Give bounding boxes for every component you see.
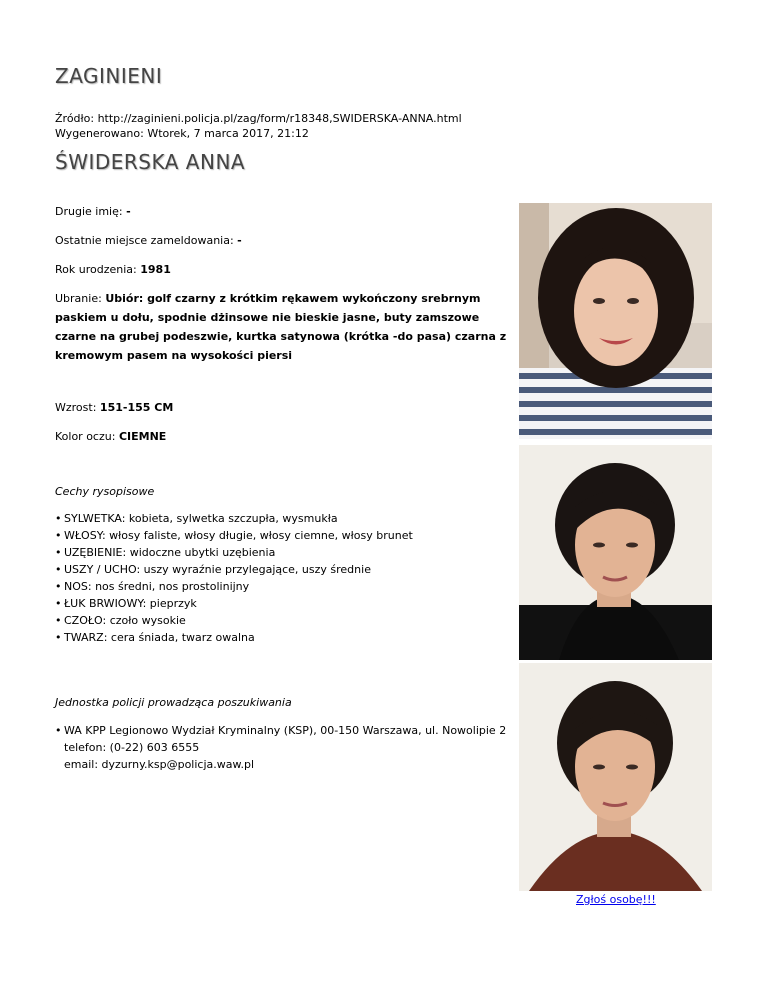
second-name-value: - (126, 205, 131, 218)
second-name-label: Drugie imię: (55, 205, 123, 218)
list-item: • CZOŁO: czoło wysokie (64, 612, 413, 629)
last-residence-value: - (237, 234, 242, 247)
photo-1 (519, 203, 712, 439)
height-label: Wzrost: (55, 401, 97, 414)
list-item: • UZĘBIENIE: widoczne ubytki uzębienia (64, 544, 413, 561)
list-item: • SYLWETKA: kobieta, sylwetka szczupła, wysmukła (64, 510, 413, 527)
last-residence-label: Ostatnie miejsce zameldowania: (55, 234, 234, 247)
police-unit (64, 722, 506, 773)
generated-date: Wygenerowano: Wtorek, 7 marca 2017, 21:12 (55, 127, 309, 140)
clothing-value: Ubiór: golf czarny z krótkim rękawem wykończony srebrnym paskiem u dołu, spodnie dżinsowe nie bieskie jasne, buty zamszowe czarne na grubej podeszwie, kurtka satynowa (krótka -do pasa) czarna z kremowym pasem na wysokości piersi (55, 292, 507, 362)
photo-2 (519, 445, 712, 660)
birth-year-value: 1981 (140, 263, 171, 276)
list-item: • NOS: nos średni, nos prostolinijny (64, 578, 413, 595)
height-value: 151-155 CM (99, 401, 174, 414)
report-person-link[interactable]: Zgłoś osobę!!! (576, 893, 656, 906)
height-field (55, 398, 515, 417)
clothing-label: Ubranie: (55, 292, 102, 305)
police-unit-email: email: dyzurny.ksp@policja.waw.pl (64, 758, 255, 771)
last-residence-field (55, 231, 515, 250)
clothing-field (55, 289, 515, 365)
list-item: • WŁOSY: włosy faliste, włosy długie, włosy ciemne, włosy brunet (64, 527, 413, 544)
eye-color-label: Kolor oczu: (55, 430, 116, 443)
police-unit-name: • WA KPP Legionowo Wydział Kryminalny (KSP), 00-150 Warszawa, ul. Nowolipie 2 (64, 724, 507, 737)
source-url: Źródło: http://zaginieni.policja.pl/zag/form/r18348,SWIDERSKA-ANNA.html (55, 112, 462, 125)
list-item: • ŁUK BRWIOWY: pieprzyk (64, 595, 413, 612)
person-name: ŚWIDERSKA ANNA (55, 150, 246, 174)
birth-year-label: Rok urodzenia: (55, 263, 137, 276)
eye-color-value: CIEMNE (118, 430, 167, 443)
list-item: • USZY / UCHO: uszy wyraźnie przylegające, uszy średnie (64, 561, 413, 578)
features-heading: Cechy rysopisowe (55, 485, 155, 498)
police-unit-heading: Jednostka policji prowadząca poszukiwania (55, 696, 292, 709)
features-list (55, 510, 413, 646)
second-name-field (55, 202, 515, 221)
list-item: • TWARZ: cera śniada, twarz owalna (64, 629, 413, 646)
site-title: ZAGINIENI (55, 64, 163, 88)
eye-color-field (55, 427, 515, 446)
police-unit-phone: telefon: (0-22) 603 6555 (64, 741, 200, 754)
birth-year-field (55, 260, 515, 279)
page-meta (55, 111, 462, 141)
photo-3 (519, 663, 712, 891)
